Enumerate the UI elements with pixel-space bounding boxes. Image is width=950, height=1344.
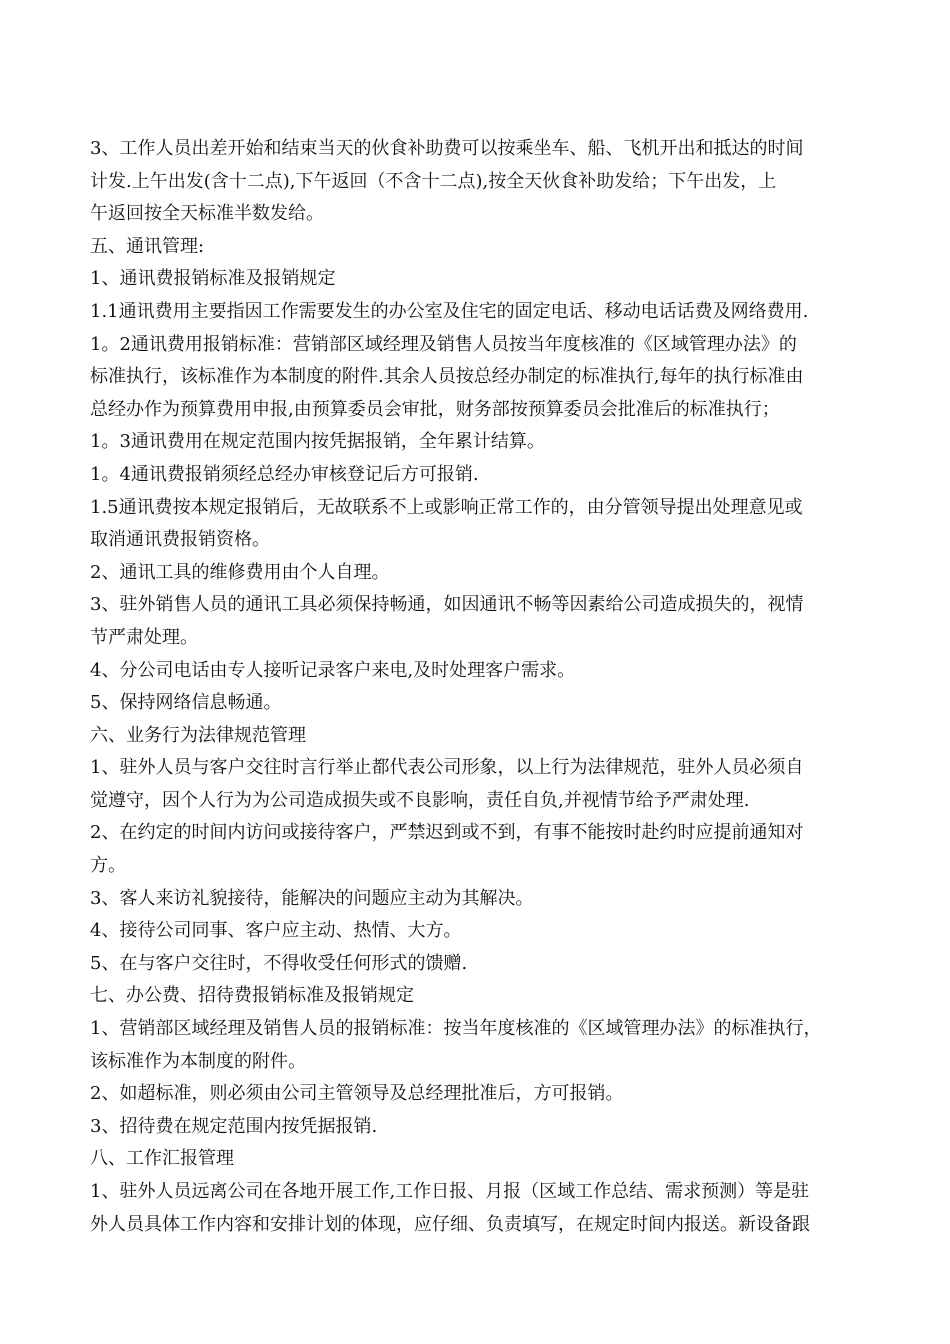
text-line: 1、通讯费报销标准及报销规定: [90, 268, 336, 290]
section-heading: 六、业务行为法律规范管理: [90, 724, 306, 746]
text-line: 觉遵守，因个人行为为公司造成损失或不良影响，责任自负,并视情节给予严肃处理.: [90, 789, 750, 811]
text-line: 4、分公司电话由专人接听记录客户来电,及时处理客户需求。: [90, 659, 576, 681]
text-line: 1.1通讯费用主要指因工作需要发生的办公室及住宅的固定电话、移动电话话费及网络费用.: [90, 300, 809, 322]
text-line: 2、如超标准，则必须由公司主管领导及总经理批准后，方可报销。: [90, 1083, 624, 1105]
text-line: 总经办作为预算费用申报,由预算委员会审批，财务部按预算委员会批准后的标准执行；: [90, 398, 780, 420]
text-line: 4、接待公司同事、客户应主动、热情、大方。: [90, 920, 462, 942]
text-line: 3、工作人员出差开始和结束当天的伙食补助费可以按乘坐车、船、飞机开出和抵达的时间: [90, 138, 804, 159]
text-line: 1、驻外人员远离公司在各地开展工作,工作日报、月报（区域工作总结、需求预测）等是驻: [90, 1181, 810, 1202]
text-line: 5、保持网络信息畅通。: [90, 692, 282, 714]
text-line: 方。: [90, 855, 126, 877]
document-body: [90, 133, 870, 1241]
text-line: 取消通讯费报销资格。: [90, 529, 270, 551]
text-line: 1、驻外人员与客户交往时言行举止都代表公司形象，以上行为法律规范，驻外人员必须自: [90, 757, 804, 779]
text-line: 外人员具体工作内容和安排计划的体现，应仔细、负责填写，在规定时间内报送。新设备跟: [90, 1213, 810, 1235]
text-line: 标准执行，该标准作为本制度的附件.其余人员按总经办制定的标准执行,每年的执行标准由: [90, 366, 804, 388]
section-heading: 八、工作汇报管理: [90, 1148, 234, 1170]
text-line: 午返回按全天标准半数发给。: [90, 203, 324, 225]
text-line: 3、招待费在规定范围内按凭据报销.: [90, 1115, 378, 1137]
text-line: 3、驻外销售人员的通讯工具必须保持畅通，如因通讯不畅等因素给公司造成损失的，视情: [90, 594, 804, 616]
text-line: 1、营销部区域经理及销售人员的报销标准：按当年度核准的《区域管理办法》的标准执行，: [90, 1018, 822, 1040]
text-line: 5、在与客户交往时，不得收受任何形式的馈赠.: [90, 952, 468, 974]
text-line: 1。2通讯费用报销标准：营销部区域经理及销售人员按当年度核准的《区域管理办法》的: [90, 333, 797, 355]
text-line: 3、客人来访礼貌接待，能解决的问题应主动为其解决。: [90, 887, 534, 909]
text-line: 节严肃处理。: [90, 626, 198, 648]
text-line: 1。3通讯费用在规定范围内按凭据报销，全年累计结算。: [90, 431, 545, 453]
text-line: 计发.上午出发(含十二点),下午返回（不含十二点),按全天伙食补助发给；下午出发，上: [90, 170, 777, 192]
text-line: 该标准作为本制度的附件。: [90, 1050, 306, 1072]
section-heading: 五、通讯管理:: [90, 235, 205, 257]
text-line: 1.5通讯费按本规定报销后，无故联系不上或影响正常工作的，由分管领导提出处理意见或: [90, 496, 803, 518]
section-heading: 七、办公费、招待费报销标准及报销规定: [90, 985, 414, 1007]
text-line: 2、在约定的时间内访问或接待客户，严禁迟到或不到，有事不能按时赴约时应提前通知对: [90, 822, 804, 844]
text-line: 2、通讯工具的维修费用由个人自理。: [90, 561, 390, 583]
text-line: 1。4通讯费报销须经总经办审核登记后方可报销.: [90, 463, 479, 485]
